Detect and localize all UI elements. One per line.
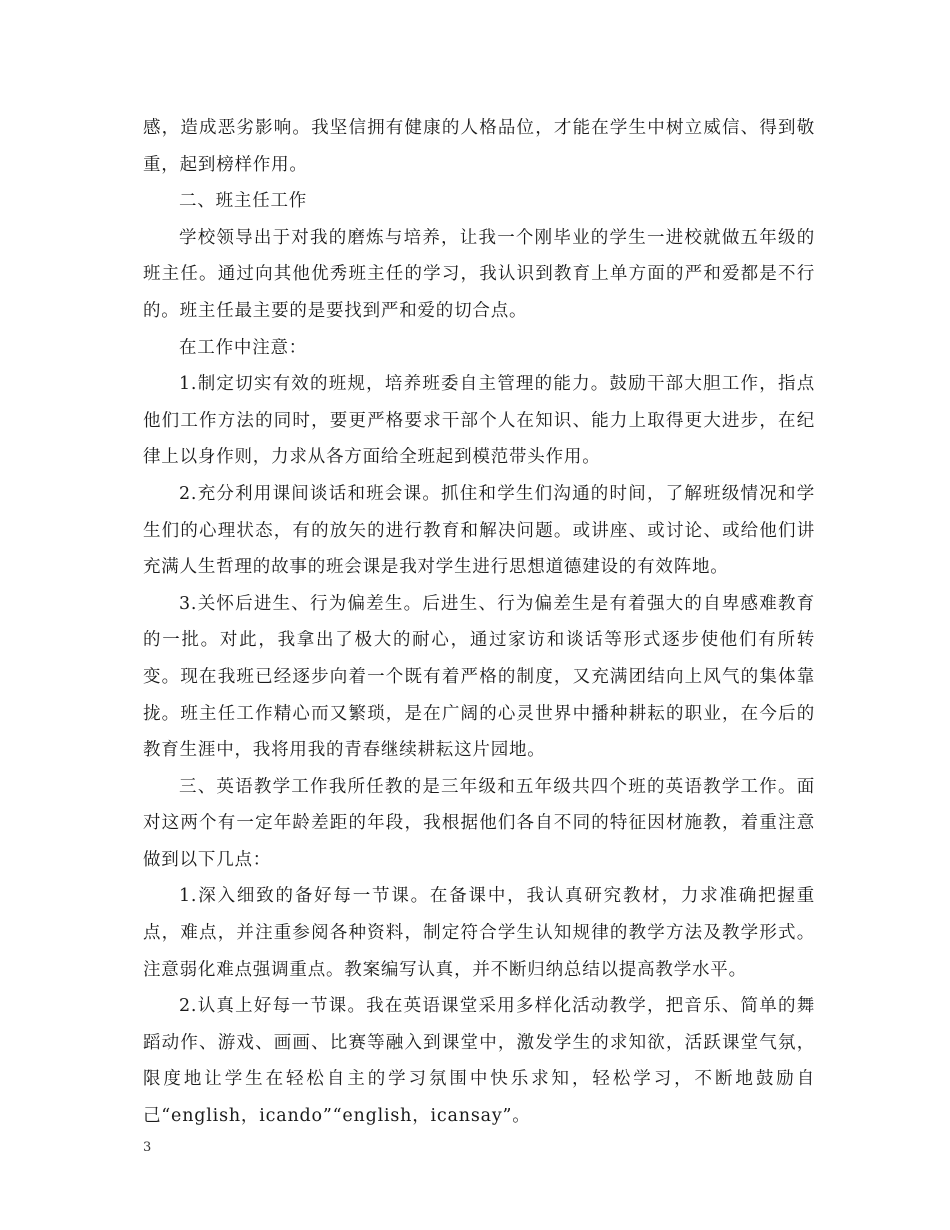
paragraph: 学校领导出于对我的磨炼与培养，让我一个刚毕业的学生一进校就做五年级的班主任。通过向其他优秀班主任的学习，我认识到教育上单方面的严和爱都是不行的。班主任最主要的是要找到严和爱的切合点。 (143, 227, 815, 321)
document-body (143, 110, 815, 1135)
paragraph: 在工作中注意： (179, 337, 308, 358)
paragraph: 感，造成恶劣影响。我坚信拥有健康的人格品位，才能在学生中树立威信、得到敬重，起到榜样作用。 (143, 118, 815, 175)
section-heading: 三、英语教学工作我所任教的是三年级和五年级共四个班的英语教学工作。面对这两个有一定年龄差距的年段，我根据他们各自不同的特征因材施教，着重注意做到以下几点： (143, 776, 815, 870)
page-number: 3 (143, 1140, 152, 1155)
list-item: 2.认真上好每一节课。我在英语课堂采用多样化活动教学，把音乐、简单的舞蹈动作、游戏、画画、比赛等融入到课堂中，激发学生的求知欲，活跃课堂气氛，限度地让学生在轻松自主的学习氛围中快乐求知，轻松学习，不断地鼓励自己“english，icando”“english，icansay”。 (143, 996, 815, 1127)
list-item: 1.制定切实有效的班规，培养班委自主管理的能力。鼓励干部大胆工作，指点他们工作方法的同时，要更严格要求干部个人在知识、能力上取得更大进步，在纪律上以身作则，力求从各方面给全班起到模范带头作用。 (143, 374, 815, 468)
list-item: 2.充分利用课间谈话和班会课。抓住和学生们沟通的时间，了解班级情况和学生们的心理状态，有的放矢的进行教育和解决问题。或讲座、或讨论、或给他们讲充满人生哲理的故事的班会课是我对学生进行思想道德建设的有效阵地。 (143, 483, 815, 578)
list-item: 3.关怀后进生、行为偏差生。后进生、行为偏差生是有着强大的自卑感难教育的一批。对此，我拿出了极大的耐心，通过家访和谈话等形式逐步使他们有所转变。现在我班已经逐步向着一个既有着严格的制度，又充满团结向上风气的集体靠拢。班主任工作精心而又繁琐，是在广阔的心灵世界中播种耕耘的职业，在今后的教育生涯中，我将用我的青春继续耕耘这片园地。 (143, 593, 815, 761)
section-heading: 二、班主任工作 (179, 191, 308, 212)
list-item: 1.深入细致的备好每一节课。在备课中，我认真研究教材，力求准确把握重点，难点，并注重参阅各种资料，制定符合学生认知规律的教学方法及教学形式。注意弱化难点强调重点。教案编写认真，并不断归纳总结以提高教学水平。 (143, 886, 815, 980)
